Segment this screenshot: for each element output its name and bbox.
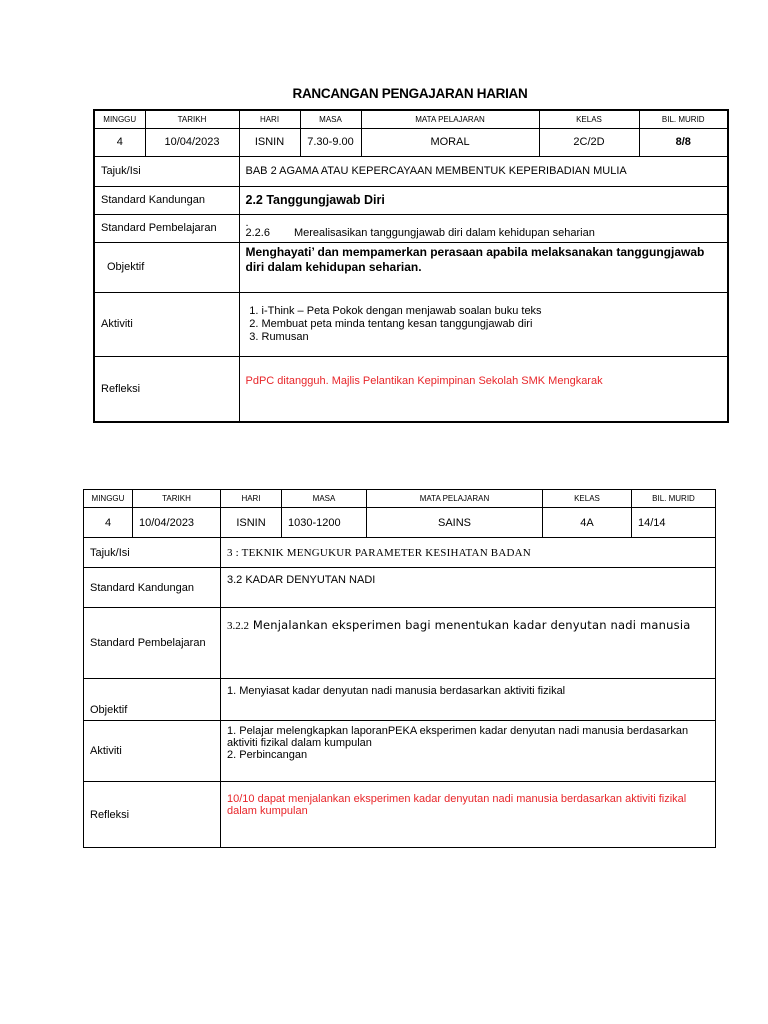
minggu-value: 4 [94, 128, 145, 156]
refleksi-row [84, 782, 716, 848]
sp-text: Merealisasikan tanggungjawab diri dalam kehidupan seharian [293, 227, 595, 239]
aktiviti-line-1: 1. Pelajar melengkapkan laporanPEKA eksperimen kadar denyutan nadi manusia berdasarkan [227, 725, 689, 737]
kelas-value: 2C/2D [539, 128, 639, 156]
objektif-line-2: diri dalam kehidupan seharian. [245, 259, 422, 274]
page-title: RANCANGAN PENGAJARAN HARIAN [292, 86, 528, 101]
aktiviti-list [246, 305, 722, 344]
sp-text: Menjalankan eksperimen bagi menentukan kadar denyutan nadi manusia [252, 618, 691, 632]
standard-pembelajaran-value [239, 214, 728, 242]
objektif-label: Objektif [94, 242, 239, 292]
kelas-value: 4A [543, 508, 632, 538]
header-tarikh: TARIKH [145, 110, 239, 128]
aktiviti-label: Aktiviti [84, 721, 221, 782]
header-row [84, 490, 716, 508]
refleksi-line-1: 10/10 dapat menjalankan eksperimen kadar denyutan nadi manusia berdasarkan aktiviti fizikal [227, 793, 687, 805]
standard-pembelajaran-label: Standard Pembelajaran [94, 214, 239, 242]
header-kelas: KELAS [539, 110, 639, 128]
list-item: 1. i-Think – Peta Pokok dengan menjawab soalan buku teks [262, 305, 722, 318]
objektif-row [84, 679, 716, 721]
tajuk-label: Tajuk/Isi [84, 538, 221, 568]
refleksi-row [94, 356, 728, 422]
header-hari: HARI [221, 490, 282, 508]
info-row [84, 508, 716, 538]
refleksi-value: PdPC ditangguh. Majlis Pelantikan Kepimpinan Sekolah SMK Mengkarak [239, 356, 728, 422]
list-item: 2. Membuat peta minda tentang kesan tanggungjawab diri [262, 318, 722, 331]
objektif-line-1: Menghayati’ dan mempamerkan perasaan apabila melaksanakan tanggungjawab [245, 244, 705, 259]
header-masa: MASA [300, 110, 361, 128]
objektif-label: Objektif [84, 679, 221, 721]
tajuk-value: 3 : TEKNIK MENGUKUR PARAMETER KESIHATAN BADAN [221, 538, 716, 568]
mata-pelajaran-value: SAINS [367, 508, 543, 538]
sp-dot: . [245, 217, 249, 229]
aktiviti-line-3: 2. Perbincangan [227, 749, 308, 761]
aktiviti-value [221, 721, 716, 782]
standard-kandungan-label: Standard Kandungan [84, 568, 221, 608]
aktiviti-label: Aktiviti [94, 292, 239, 356]
standard-kandungan-label: Standard Kandungan [94, 186, 239, 214]
minggu-value: 4 [84, 508, 133, 538]
refleksi-value [221, 782, 716, 848]
standard-pembelajaran-label: Standard Pembelajaran [84, 608, 221, 679]
refleksi-line-2: dalam kumpulan [227, 805, 308, 817]
header-bil-murid: BIL. MURID [632, 490, 716, 508]
standard-kandungan-value: 3.2 KADAR DENYUTAN NADI [221, 568, 716, 608]
tajuk-value: BAB 2 AGAMA ATAU KEPERCAYAAN MEMBENTUK KEPERIBADIAN MULIA [239, 156, 728, 186]
refleksi-label: Refleksi [84, 782, 221, 848]
header-masa: MASA [282, 490, 367, 508]
tajuk-label: Tajuk/Isi [94, 156, 239, 186]
objektif-value: 1. Menyiasat kadar denyutan nadi manusia berdasarkan aktiviti fizikal [221, 679, 716, 721]
objektif-row [94, 242, 728, 292]
header-minggu: MINGGU [84, 490, 133, 508]
aktiviti-row [84, 721, 716, 782]
aktiviti-line-2: aktiviti fizikal dalam kumpulan [227, 737, 372, 749]
tarikh-value: 10/04/2023 [145, 128, 239, 156]
refleksi-label: Refleksi [94, 356, 239, 422]
standard-pembelajaran-row [84, 608, 716, 679]
header-row [94, 110, 728, 128]
header-mata-pelajaran: MATA PELAJARAN [367, 490, 543, 508]
header-tarikh: TARIKH [133, 490, 221, 508]
hari-value: ISNIN [221, 508, 282, 538]
header-mata-pelajaran: MATA PELAJARAN [361, 110, 539, 128]
info-row [94, 128, 728, 156]
header-minggu: MINGGU [94, 110, 145, 128]
masa-value: 7.30-9.00 [300, 128, 361, 156]
bil-murid-value: 8/8 [639, 128, 728, 156]
lesson-plan-table-2 [83, 489, 716, 848]
header-hari: HARI [239, 110, 300, 128]
aktiviti-row [94, 292, 728, 356]
bil-murid-value: 14/14 [632, 508, 716, 538]
objektif-value [239, 242, 728, 292]
header-kelas: KELAS [543, 490, 632, 508]
tajuk-row [84, 538, 716, 568]
standard-kandungan-row [94, 186, 728, 214]
hari-value: ISNIN [239, 128, 300, 156]
header-bil-murid: BIL. MURID [639, 110, 728, 128]
standard-kandungan-row [84, 568, 716, 608]
tarikh-value: 10/04/2023 [133, 508, 221, 538]
aktiviti-value [239, 292, 728, 356]
standard-pembelajaran-value [221, 608, 716, 679]
lesson-plan-table-1 [93, 109, 729, 423]
list-item: 3. Rumusan [262, 331, 722, 344]
masa-value: 1030-1200 [282, 508, 367, 538]
standard-pembelajaran-row [94, 214, 728, 242]
sp-code: 3.2.2 [227, 620, 249, 632]
mata-pelajaran-value: MORAL [361, 128, 539, 156]
standard-kandungan-value: 2.2 Tanggungjawab Diri [239, 186, 728, 214]
sp-code: 2.2.6 [245, 227, 270, 239]
tajuk-row [94, 156, 728, 186]
